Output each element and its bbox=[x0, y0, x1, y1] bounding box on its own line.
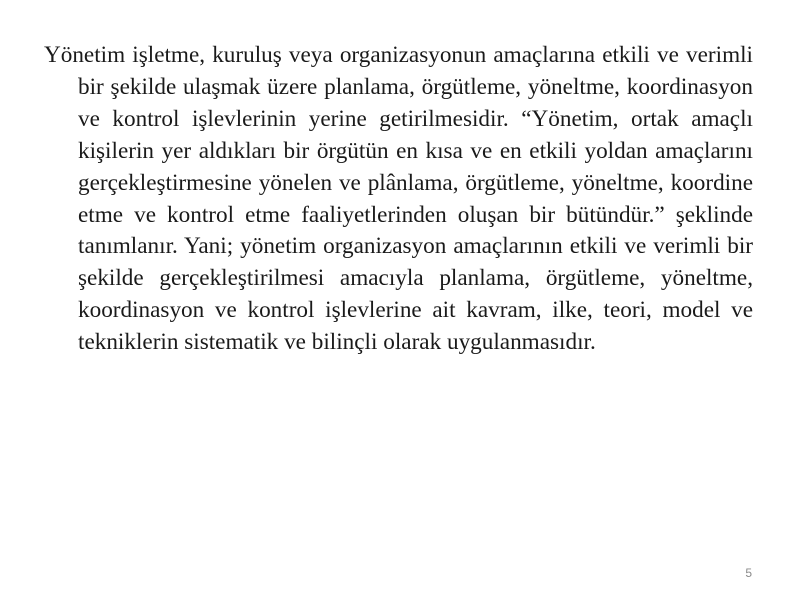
page-number: 5 bbox=[745, 566, 752, 580]
slide-body-text: Yönetim işletme, kuruluş veya organizasyonun amaçlarına etkili ve verimli bir şekilde ulaşmak üzere planlama, örgütleme, yöneltme, koordinasyon ve kontrol işlevlerinin yerine getirilmesidir. “Yönetim, ortak amaçlı kişilerin yer aldıkları bir örgütün en kısa ve en etkili yoldan amaçlarını gerçekleştirmesine yönelen ve plânlama, örgütleme, yöneltme, koordine etme ve kontrol etme faaliyetlerinden oluşan bir bütündür.” şeklinde tanımlanır. Yani; yönetim organizasyon amaçlarının etkili ve verimli bir şekilde gerçekleştirilmesi amacıyla planlama, örgütleme, yöneltme, koordinasyon ve kontrol işlevlerine ait kavram, ilke, teori, model ve tekniklerin sistematik ve bilinçli olarak uygulanmasıdır. bbox=[44, 42, 753, 356]
